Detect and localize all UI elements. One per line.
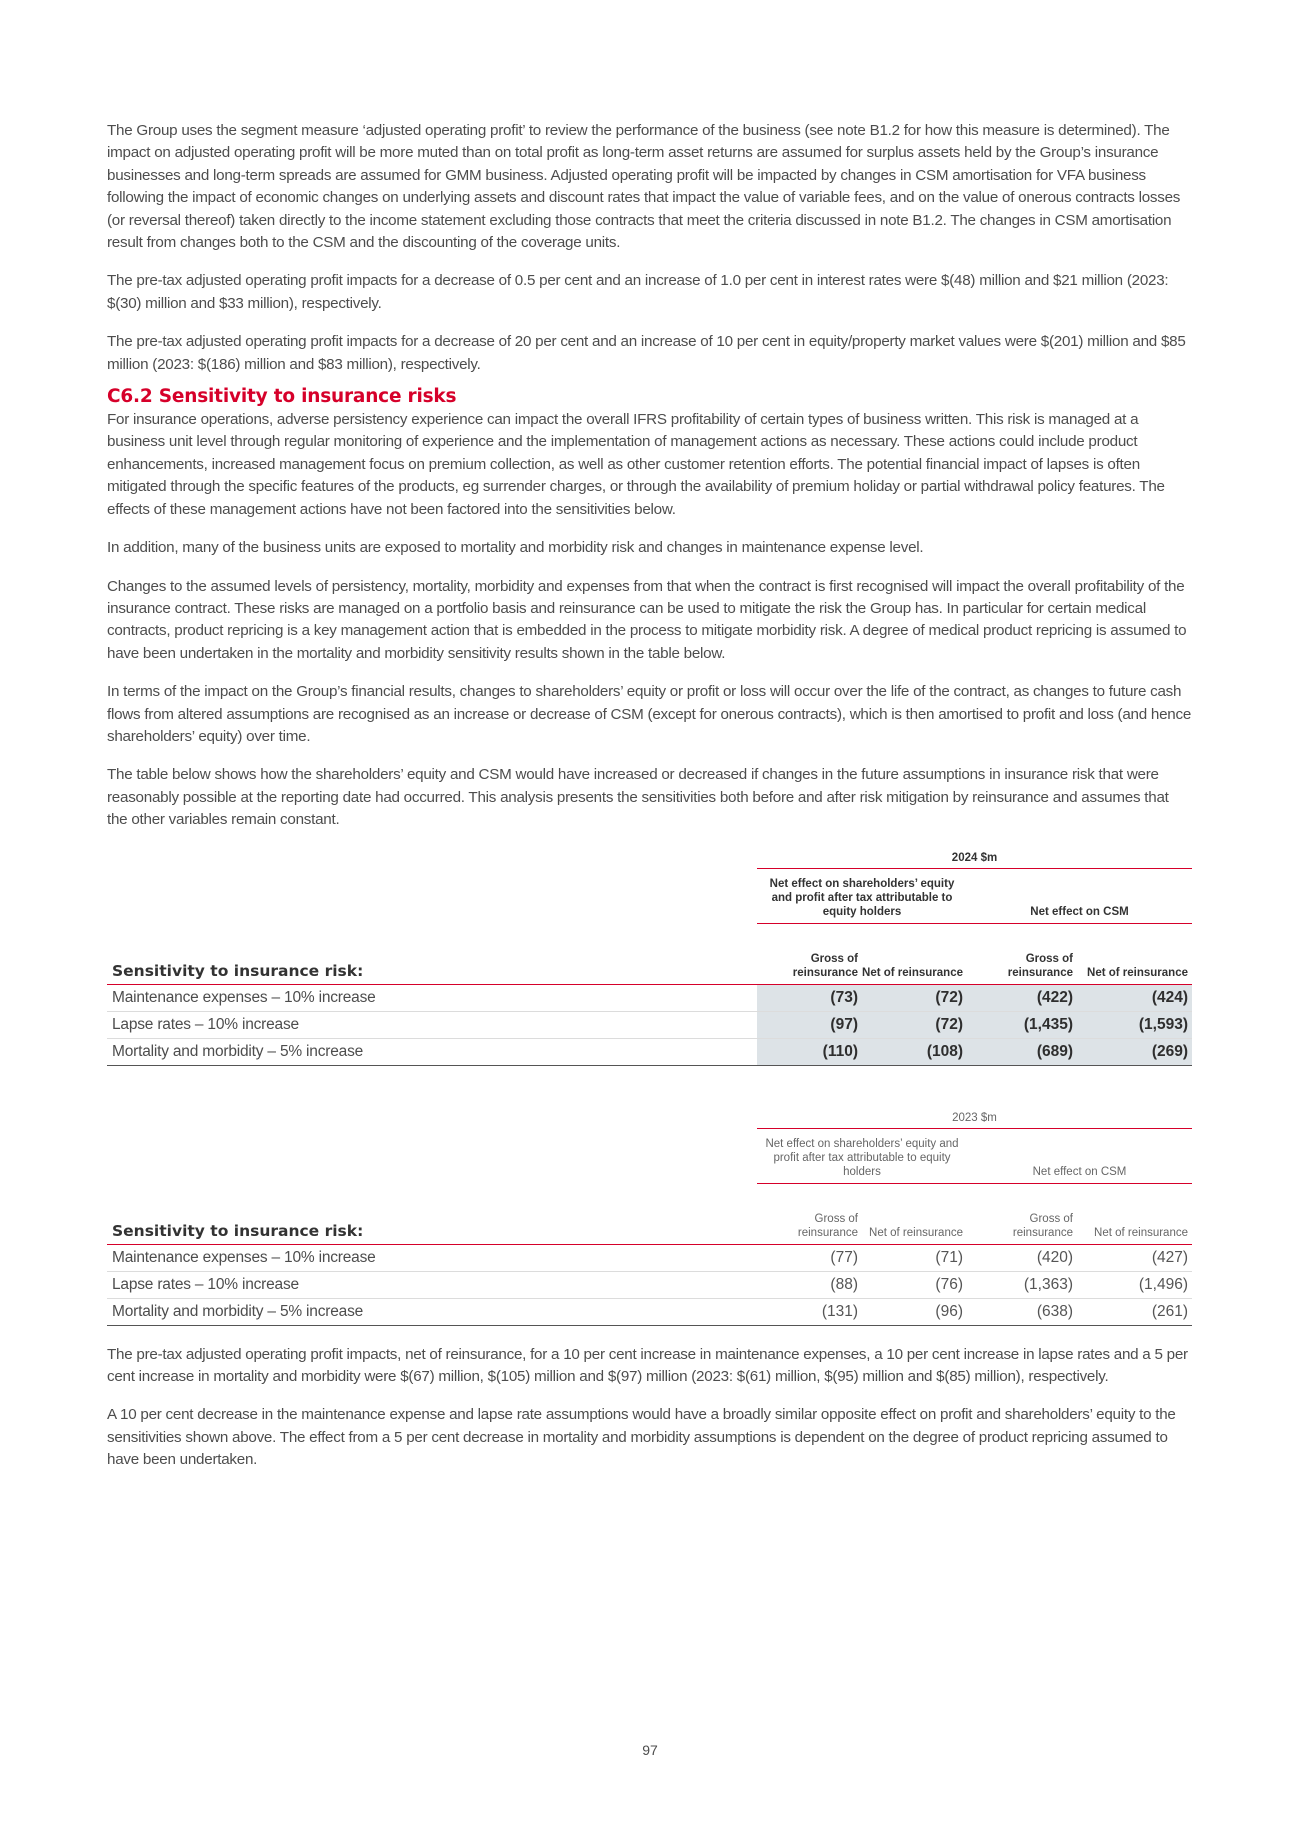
row-label: Maintenance expenses – 10% increase — [107, 1244, 757, 1271]
table-row — [107, 1011, 1192, 1038]
paragraph-pre-tax-impacts: The pre-tax adjusted operating profit impacts, net of reinsurance, for a 10 per cent increase in maintenance expenses, a 10 per cent increase in lapse rates and a 5 per cent increase in mortality and morbidity were $(67) million, $(105) million and $(97) million (2023: $(61) million, $(95) million and $(85) million), respectively. — [107, 1345, 1188, 1385]
row-label: Mortality and morbidity – 5% increase — [107, 1298, 757, 1325]
row-label: Lapse rates – 10% increase — [107, 1271, 757, 1298]
cell-value: (420) — [967, 1244, 1077, 1271]
column-header: Net of reinsurance — [1077, 923, 1192, 984]
group-header-equity: Net effect on shareholders’ equity and profit after tax attributable to equity holders — [757, 1128, 967, 1183]
year-header: 2024 $m — [757, 842, 1192, 869]
row-label: Lapse rates – 10% increase — [107, 1011, 757, 1038]
column-header: Net of reinsurance — [1077, 1183, 1192, 1244]
cell-value: (97) — [757, 1011, 862, 1038]
paragraph-mortality-exposure: In addition, many of the business units are exposed to mortality and morbidity risk and changes in maintenance expense level. — [107, 539, 924, 557]
paragraph-persistency: For insurance operations, adverse persistency experience can impact the overall IFRS profitability of certain types of business written. This risk is managed at a business unit level through regular monitoring of experience and the implementation of management actions as necessary. These actions could include product enhancements, increased management focus on premium collection, as well as other customer retention efforts. The potential financial impact of lapses is often mitigated through the specific features of the products, eg surrender charges, or through the availability of premium holiday or partial withdrawal policy features. The effects of these management actions have not been factored into the sensitivities below. — [107, 411, 1165, 518]
cell-value: (422) — [967, 984, 1077, 1011]
table-row — [107, 1038, 1192, 1065]
cell-value: (1,496) — [1077, 1271, 1192, 1298]
paragraph-assumption-changes: Changes to the assumed levels of persistency, mortality, morbidity and expenses from that when the contract is first recognised will impact the overall profitability of the insurance contract. These risks are managed on a portfolio basis and reinsurance can be used to mitigate the risk the Group has. In particular for certain medical contracts, product repricing is a key management action that is embedded in the process to mitigate morbidity risk. A degree of medical product repricing is assumed to have been undertaken in the mortality and morbidity sensitivity results shown in the table below. — [107, 577, 1187, 662]
cell-value: (638) — [967, 1298, 1077, 1325]
cell-value: (73) — [757, 984, 862, 1011]
page-number: 97 — [642, 1742, 658, 1758]
group-header-csm: Net effect on CSM — [967, 868, 1192, 923]
year-header: 2023 $m — [757, 1102, 1192, 1129]
cell-value: (110) — [757, 1038, 862, 1065]
table-row — [107, 984, 1192, 1011]
cell-value: (269) — [1077, 1038, 1192, 1065]
paragraph-equity-property-impacts: The pre-tax adjusted operating profit impacts for a decrease of 20 per cent and an increase of 10 per cent in equity/property market values were $(201) million and $85 million (2023: $(186) million and $83 million), respectively. — [107, 333, 1186, 373]
paragraph-table-intro: The table below shows how the shareholders’ equity and CSM would have increased or decreased if changes in the future assumptions in insurance risk that were reasonably possible at the reporting date had occurred. This analysis presents the sensitivities both before and after risk mitigation by reinsurance and assumes that the other variables remain constant. — [107, 766, 1169, 829]
cell-value: (1,363) — [967, 1271, 1077, 1298]
cell-value: (427) — [1077, 1244, 1192, 1271]
column-header: Gross of reinsurance — [757, 923, 862, 984]
sensitivity-table-2023 — [107, 1102, 1192, 1326]
paragraph-decrease-effect: A 10 per cent decrease in the maintenance expense and lapse rate assumptions would have a broadly similar opposite effect on profit and shareholders’ equity to the sensitivities shown above. The effect from a 5 per cent decrease in mortality and morbidity assumptions is dependent on the degree of product repricing assumed to have been undertaken. — [107, 1406, 1176, 1469]
cell-value: (261) — [1077, 1298, 1192, 1325]
table-row — [107, 1271, 1192, 1298]
cell-value: (96) — [862, 1298, 967, 1325]
row-label: Maintenance expenses – 10% increase — [107, 984, 757, 1011]
column-header: Gross of reinsurance — [757, 1183, 862, 1244]
row-header: Sensitivity to insurance risk: — [107, 923, 757, 984]
cell-value: (72) — [862, 1011, 967, 1038]
paragraph-interest-rate-impacts: The pre-tax adjusted operating profit impacts for a decrease of 0.5 per cent and an increase of 1.0 per cent in interest rates were $(48) million and $21 million (2023: $(30) million and $33 million), respectively. — [107, 272, 1169, 312]
sensitivity-table-2024 — [107, 842, 1192, 1066]
cell-value: (108) — [862, 1038, 967, 1065]
group-header-equity: Net effect on shareholders’ equity and profit after tax attributable to equity holders — [757, 868, 967, 923]
cell-value: (1,435) — [967, 1011, 1077, 1038]
page-content — [107, 120, 1192, 1488]
paragraph-financial-results: In terms of the impact on the Group’s financial results, changes to shareholders’ equity or profit or loss will occur over the life of the contract, as changes to future cash flows from altered assumptions are recognised as an increase or decrease of CSM (except for onerous contracts), which is then amortised to profit and loss (and hence shareholders’ equity) over time. — [107, 683, 1192, 745]
table-row — [107, 1244, 1192, 1271]
section-title: C6.2 Sensitivity to insurance risks — [107, 386, 457, 408]
column-header: Gross of reinsurance — [967, 923, 1077, 984]
cell-value: (71) — [862, 1244, 967, 1271]
cell-value: (131) — [757, 1298, 862, 1325]
column-header: Net of reinsurance — [862, 923, 967, 984]
cell-value: (1,593) — [1077, 1011, 1192, 1038]
row-header: Sensitivity to insurance risk: — [107, 1183, 757, 1244]
cell-value: (72) — [862, 984, 967, 1011]
row-label: Mortality and morbidity – 5% increase — [107, 1038, 757, 1065]
column-header: Net of reinsurance — [862, 1183, 967, 1244]
cell-value: (77) — [757, 1244, 862, 1271]
column-header: Gross of reinsurance — [967, 1183, 1077, 1244]
cell-value: (76) — [862, 1271, 967, 1298]
group-header-csm: Net effect on CSM — [967, 1128, 1192, 1183]
cell-value: (689) — [967, 1038, 1077, 1065]
paragraph-adjusted-operating-profit: The Group uses the segment measure ‘adjusted operating profit’ to review the performance of the business (see note B1.2 for how this measure is determined). The impact on adjusted operating profit will be more muted than on total profit as long-term asset returns are assumed for surplus assets held by the Group’s insurance businesses and long-term spreads are assumed for GMM business. Adjusted operating profit will be impacted by changes in CSM amortisation for VFA business following the impact of economic changes on underlying assets and discount rates that impact the value of variable fees, and on the value of onerous contracts losses (or reversal thereof) taken directly to the income statement excluding those contracts that meet the criteria discussed in note B1.2. The changes in CSM amortisation result from changes both to the CSM and the discounting of the coverage units. — [107, 122, 1181, 252]
cell-value: (88) — [757, 1271, 862, 1298]
cell-value: (424) — [1077, 984, 1192, 1011]
table-row — [107, 1298, 1192, 1325]
